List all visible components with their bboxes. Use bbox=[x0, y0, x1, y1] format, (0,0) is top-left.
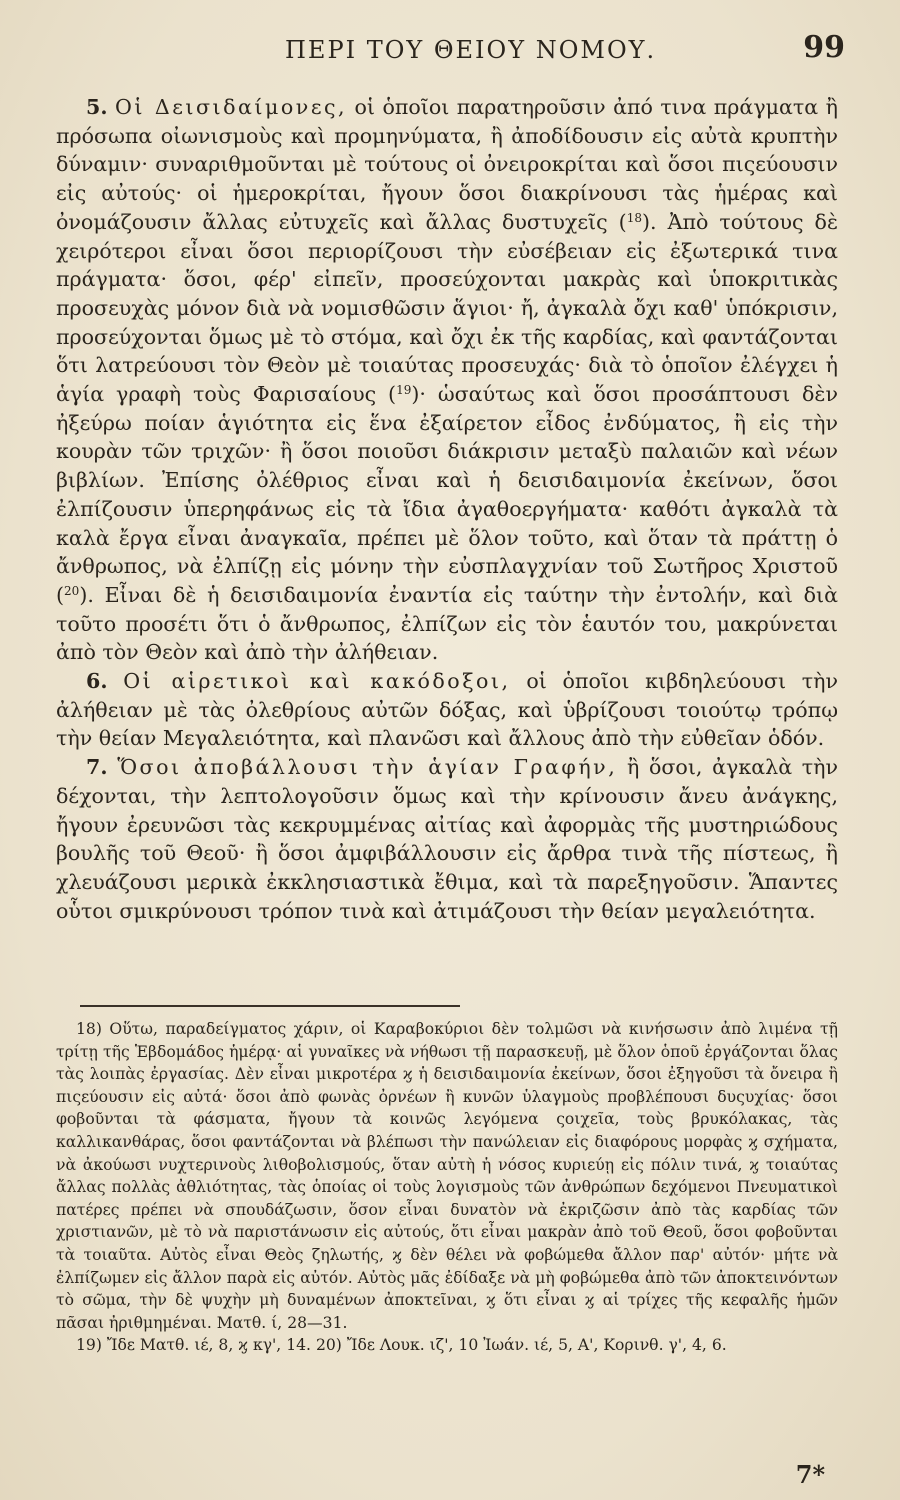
footnotes bbox=[56, 1018, 838, 1357]
footnote-rule bbox=[80, 1005, 460, 1007]
footnote-ref: 20 bbox=[64, 583, 80, 598]
paragraph-text: . Ἀπὸ τούτους δὲ χειρότεροι εἶναι ὅσοι περιορίζουσι τὴν εὐσέβειαν εἰς ἐξωτερικά τινα πράγματα· ὅσοι, φέρ' εἰπεῖν, προσεύχονται μακρὰς καὶ ὑποκριτικὰς προσευχὰς μόνον διὰ νὰ νομισθῶσιν ἅγιοι· ἤ, ἀγκαλὰ ὄχι καθ' ὑπόκρισιν, προσεύχονται ὅμως μὲ τὸ στόμα, καὶ ὄχι ἐκ τῆς καρδίας, καὶ φαντάζονται ὅτι λατρεύουσι τὸν Θεὸν μὲ τοιαύτας προσευχάς· διὰ τὸ ὁποῖον ἐλέγχει ἡ ἁγία γραφὴ τοὺς Φαρισαίους bbox=[56, 209, 838, 407]
paragraph-number: 7. bbox=[86, 755, 108, 780]
page-number: 99 bbox=[803, 30, 845, 65]
footnote-19-20: 19) Ἴδε Ματθ. ιέ, 8, ϗ κγ', 14. 20) Ἴδε Λουκ. ιζ', 10 Ἰωάν. ιέ, 5, Α', Κορινθ. γ', 4, 6. bbox=[76, 1336, 727, 1355]
paragraph-text: · ὡσαύτως καὶ ὅσοι προσάπτουσι δὲν ἠξεύρω ποίαν ἁγιότητα εἰς ἕνα ἐξαίρετον εἶδος ἐνδύματος, ἢ εἰς τὴν κουρὰν τῶν τριχῶν· ἢ ὅσοι ποιοῦσι διάκρισιν μεταξὺ παλαιῶν καὶ νέων βιβλίων. Ἐπίσης ὀλέθριος εἶναι καὶ ἡ δεισιδαιμονία ἐκείνων, ὅσοι ἐλπίζουσιν ὑπερηφάνως εἰς τὰ ἴδια ἀγαθοεργήματα· καθότι ἀγκαλὰ τὰ καλὰ ἔργα εἶναι ἀναγκαῖα, πρέπει μὲ ὅλον τοῦτο, καὶ ὅταν τὰ πράττῃ ὁ ἄνθρωπος, νὰ ἐλπίζῃ εἰς μόνην τὴν εὐσπλαγχνίαν τοῦ Σωτῆρος Χριστοῦ bbox=[56, 382, 838, 579]
paragraph-heading: Ὅσοι ἀποβάλλουσι τὴν ἁγίαν Γραφήν, bbox=[117, 755, 618, 780]
paragraph-5: 5. Οἱ Δεισιδαίμονες, οἱ ὁποῖοι παρατηροῦσιν ἀπό τινα πράγματα ἢ πρόσωπα οἰωνισμοὺς καὶ προμηνύματα, ἢ ἀποδίδουσιν εἰς αὐτὰ κρυπτὴν δύναμιν· συναριθμοῦνται μὲ τούτους οἱ ὀνειροκρίται καὶ ὅσοι πιςεύουσιν εἰς αὐτούς· οἱ ἡμεροκρίται, ἤγουν ὅσοι διακρίνουσι τὰς ἡμέρας καὶ ὀνομάζουσιν ἄλλας εὐτυχεῖς καὶ ἄλλας δυστυχεῖς ($^{18}$). Ἀπὸ τούτους δὲ χειρότεροι εἶναι ὅσοι περιορίζουσι τὴν εὐσέβειαν εἰς ἐξωτερικά τινα πράγματα· ὅσοι, φέρ' εἰπεῖν, προσεύχονται μακρὰς καὶ ὑποκριτικὰς προσευχὰς μόνον διὰ νὰ νομισθῶσιν ἅγιοι· ἤ, ἀγκαλὰ ὄχι καθ' ὑπόκρισιν, προσεύχονται ὅμως μὲ τὸ στόμα, καὶ ὄχι ἐκ τῆς καρδίας, καὶ φαντάζονται ὅτι λατρεύουσι τὸν Θεὸν μὲ τοιαύτας προσευχάς· διὰ τὸ ὁποῖον ἐλέγχει ἡ ἁγία γραφὴ τοὺς Φαρισαίους ($^{19}$)· ὡσαύτως καὶ ὅσοι προσάπτουσι δὲν ἠξεύρω ποίαν ἁγιότητα εἰς ἕνα ἐξαίρετον εἶδος ἐνδύματος, ἢ εἰς τὴν κουρὰν τῶν τριχῶν· ἢ ὅσοι ποιοῦσι διάκρισιν μεταξὺ παλαιῶν καὶ νέων βιβλίων. Ἐπίσης ὀλέθριος εἶναι καὶ ἡ δεισιδαιμονία ἐκείνων, ὅσοι ἐλπίζουσιν ὑπερηφάνως εἰς τὰ ἴδια ἀγαθοεργήματα· καθότι ἀγκαλὰ τὰ καλὰ ἔργα εἶναι ἀναγκαῖα, πρέπει μὲ ὅλον τοῦτο, καὶ ὅταν τὰ πράττῃ ὁ ἄνθρωπος, νὰ ἐλπίζῃ εἰς μόνην τὴν εὐσπλαγχνίαν τοῦ Σωτῆρος Χριστοῦ ($^{20}$). Εἶναι δὲ ἡ δεισιδαιμονία ἐναντία εἰς ταύτην τὴν ἐντολήν, καὶ διὰ τοῦτο προσέτι ὅτι ὁ ἄνθρωπος, ἐλπίζων εἰς τὸν ἑαυτόν του, μακρύνεται ἀπὸ τὸν Θεὸν καὶ ἀπὸ τὴν ἀλήθειαν. bbox=[56, 95, 839, 665]
signature-mark: 7* bbox=[795, 1460, 825, 1489]
footnote-18: 18) Οὕτω, παραδείγματος χάριν, οἱ Καραβοκύριοι δὲν τολμῶσι νὰ κινήσωσιν ἀπὸ λιμένα τῇ τρίτῃ τῆς Ἑβδομάδος ἡμέρᾳ· αἱ γυναῖκες νὰ νήθωσι τῇ παρασκευῇ, μὲ ὅλον ὁποῦ ἐργάζονται ὅλας τὰς λοιπὰς ἐργασίας. Δὲν εἶναι μικροτέρα ϗ ἡ δεισιδαιμονία ἐκείνων, ὅσοι ἐξηγοῦσι τὰ ὄνειρα ἢ πιςεύουσιν εἰς αὐτά· ὅσοι ἀπὸ φωνὰς ὀρνέων ἢ κυνῶν ὑλαγμοὺς προβλέπουσι δυςυχίας· ὅσοι φοβοῦνται τὰ φάσματα, ἤγουν τὰ κοινῶς λεγόμενα ςοιχεῖα, τοὺς βρυκόλακας, τὰς καλλικανθάρας, ὅσοι φαντάζονται νὰ βλέπωσι τὴν πανώλειαν εἰς διαφόρους μορφὰς ϗ σχήματα, νὰ ἀκούωσι νυχτερινοὺς λιθοβολισμούς, ὅταν αὐτὴ ἡ νόσος κυριεύῃ εἰς πόλιν τινά, ϗ τοιαύτας ἄλλας πολλὰς ἀθλιότητας, τὰς ὁποίας οἱ τοὺς λογισμοὺς τῶν ἀνθρώπων δεχόμενοι Πνευματικοὶ πατέρες πρέπει νὰ σπουδάζωσιν, ὅσον εἶναι δυνατὸν νὰ ἐκριζῶσιν ἀπὸ τὰς καρδίας τῶν χριστιανῶν, μὲ τὸ νὰ παριστάνωσιν εἰς αὐτούς, ὅτι εἶναι μακρὰν ἀπὸ τοῦ Θεοῦ, ὅσοι φοβοῦνται τὰ τοιαῦτα. Αὐτὸς εἶναι Θεὸς ζηλωτής, ϗ δὲν θέλει νὰ φοβώμεθα ἄλλον παρ' αὐτόν· μήτε νὰ ἐλπίζωμεν εἰς ἄλλον παρὰ εἰς αὐτόν. Αὐτὸς μᾶς ἐδίδαξε νὰ μὴ φοβώμεθα ἀπὸ τῶν ἀποκτεινόντων τὸ σῶμα, τὴν δὲ ψυχὴν μὴ δυναμένων ἀποκτεῖναι, ϗ ὅτι εἶναι ϗ αἱ τρίχες τῆς κεφαλῆς ἡμῶν πᾶσαι ἠριθμημέναι. Ματθ. ί, 28—31. bbox=[56, 1020, 838, 1332]
paragraph-7 bbox=[56, 753, 838, 925]
footnote-ref: 18 bbox=[626, 210, 642, 225]
paragraph-6 bbox=[56, 667, 838, 753]
page-header bbox=[60, 30, 845, 80]
running-head: ΠΕΡΙ ΤΟΥ ΘΕΙΟΥ ΝΟΜΟΥ. bbox=[285, 36, 657, 64]
paragraph-text: οἱ ὁποῖοι παρατηροῦσιν ἀπό τινα πράγματα ἢ πρόσωπα οἰωνισμοὺς καὶ προμηνύματα, ἢ ἀποδίδουσιν εἰς αὐτὰ κρυπτὴν δύναμιν· συναριθμοῦνται μὲ τούτους οἱ ὀνειροκρίται καὶ ὅσοι πιςεύουσιν εἰς αὐτούς· οἱ ἡμεροκρίται, ἤγουν ὅσοι διακρίνουσι τὰς ἡμέρας καὶ ὀνομάζουσιν ἄλλας εὐτυχεῖς καὶ ἄλλας δυστυχεῖς bbox=[56, 95, 839, 234]
paragraph-text: . Εἶναι δὲ ἡ δεισιδαιμονία ἐναντία εἰς ταύτην τὴν ἐντολήν, καὶ διὰ τοῦτο προσέτι ὅτι ὁ ἄνθρωπος, ἐλπίζων εἰς τὸν ἑαυτόν του, μακρύνεται ἀπὸ τὸν Θεὸν καὶ ἀπὸ τὴν ἀλήθειαν. bbox=[56, 582, 838, 665]
paragraph-number: 6. bbox=[86, 669, 108, 694]
paragraph-heading: Οἱ αἱρετικοὶ καὶ κακόδοξοι, bbox=[123, 669, 511, 694]
footnote-ref: 19 bbox=[396, 383, 412, 398]
paragraph-heading: Οἱ Δεισιδαίμονες, bbox=[114, 95, 348, 119]
paragraph-text: ἢ ὅσοι, ἀγκαλὰ τὴν δέχονται, τὴν λεπτολογοῦσιν ὅμως καὶ τὴν κρίνουσιν ἄνευ ἀνάγκης, ἤγουν ἐρευνῶσι τὰς κεκρυμμένας αἰτίας καὶ ἀφορμὰς τῆς μυστηριώδους βουλῆς τοῦ Θεοῦ· ἢ ὅσοι ἀμφιβάλλουσιν εἰς ἄρθρα τινὰ τῆς πίστεως, ἢ χλευάζουσι μερικὰ ἐκκλησιαστικὰ ἔθιμα, καὶ τὰ παρεξηγοῦσιν. Ἅπαντες οὗτοι σμικρύνουσι τρόπον τινὰ καὶ ἀτιμάζουσι τὴν θείαν μεγαλειότητα. bbox=[56, 755, 839, 923]
main-text bbox=[56, 93, 838, 925]
paragraph-number: 5. bbox=[86, 95, 108, 119]
paragraph-text: οἱ ὁποῖοι κιβδηλεύουσι τὴν ἀλήθειαν μὲ τὰς ὀλεθρίους αὐτῶν δόξας, καὶ ὑβρίζουσι τοιούτῳ τρόπῳ τὴν θείαν Μεγαλειότητα, καὶ πλανῶσι καὶ ἄλλους ἀπὸ τὴν εὐθεῖαν ὁδόν. bbox=[56, 669, 839, 751]
